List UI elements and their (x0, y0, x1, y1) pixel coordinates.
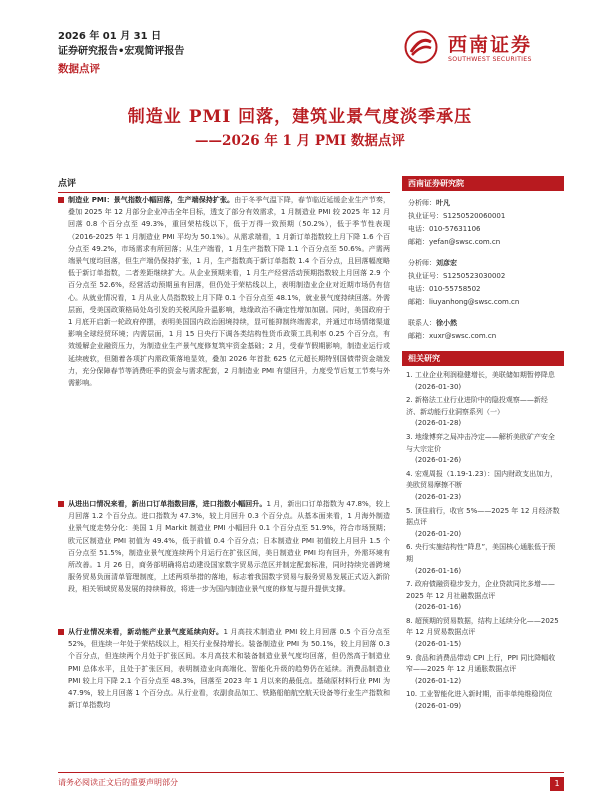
main-content (58, 194, 390, 800)
related-item-title: 2. 新格法工业行业进阶中的隐投观察——新经济、新动能行业洞察系列（一） (406, 396, 548, 416)
contact-name-line (408, 317, 558, 330)
company-logo (404, 26, 564, 70)
analyst-email[interactable]: 邮箱：yefan@swsc.com.cn (408, 238, 501, 246)
contact-name: 徐小然 (436, 319, 457, 327)
related-item-date: (2026-01-15) (415, 640, 462, 649)
related-item[interactable] (406, 469, 560, 504)
related-item-title: 7. 政府债融资稳步发力，企业贷款同比多增——2025 年 12 月社融数据点评 (406, 580, 555, 600)
related-item-title: 8. 超预期的贸易数据，结构上延续分化——2025 年 12 月贸易数据点评 (406, 616, 559, 637)
related-item-title: 6. 央行实施结构性“降息”，美国核心通胀低于预期 (406, 543, 556, 563)
analyst-cert: 执业证号：S1250520060001 (408, 212, 506, 220)
related-item[interactable] (406, 542, 560, 577)
analyst-role: 分析师： (408, 259, 436, 267)
page-title: 制造业 PMI 回落，建筑业景气度淡季承压 (127, 107, 473, 127)
analyst-name: 刘彦宏 (436, 259, 457, 267)
contact-email[interactable]: 邮箱：xuxr@swsc.com.cn (408, 332, 497, 340)
related-item-date: (2026-01-16) (415, 566, 462, 575)
page-subtitle: ——2026 年 1 月 PMI 数据点评 (195, 133, 405, 149)
related-item-date: (2026-01-20) (415, 529, 462, 538)
related-item[interactable] (406, 370, 560, 393)
related-item-title: 9. 食品和消费品带动 CPI 上行，PPI 同比降幅收窄——2025 年 12 月通胀数据点评 (406, 653, 556, 674)
analyst-name: 叶凡 (436, 199, 450, 207)
related-item-date: (2026-01-16) (415, 603, 462, 612)
related-item-title: 1. 工业企业利润稳健增长，美联储如期暂停降息 (406, 371, 555, 379)
analyst-phone: 电话：010-55758502 (408, 285, 481, 293)
related-research-header: 相关研究 (402, 351, 564, 366)
footer-disclaimer: 请务必阅读正文后的重要声明部分 (58, 778, 178, 787)
institute-header: 西南证券研究院 (402, 176, 564, 191)
page-footer (58, 772, 564, 788)
related-item-title: 5. 顶住前行，收官 5%——2025 年 12 月经济数据点评 (406, 506, 560, 527)
logo-name-en: SOUTHWEST SECURITIES (448, 56, 532, 63)
bullet-square-icon (58, 501, 64, 507)
related-item-date: (2026-01-28) (415, 419, 462, 428)
logo-mark-icon (404, 30, 438, 64)
paragraph-manufacturing-pmi (58, 194, 390, 492)
paragraph-body: 1 月高技术制造业 PMI 较上月回落 0.5 个百分点至 52%，但连续一年处于荣枯线以上，相关行业保持增长。装备制造业 PMI 为 50.1%，较上月回落 0.3 个百分点，但连续两个月处于扩张区间。本月高技术和装备制造业景气度均回落，但仍然高于制造业 PMI 总体水平，且处于扩张区间，表明制造业向高端化、智能化升级的趋势仍在延续。消费品制造业 PMI 较上月下降 2.1 个百分点至 48.3%，回落至 2023 年 1 月以来的最低点。基础原材料行业 PMI 为 47.9%，较上月回落 1 个百分点。从行业看，农副食品加工、铁路船舶航空航天设备等行业生产指数和新订单指数均 (68, 627, 390, 710)
related-item-date: (2026-01-23) (415, 492, 462, 501)
related-research-list (402, 366, 564, 713)
section-heading: 点评 (58, 176, 390, 193)
paragraph-body: 由于冬季气温下降，春节临近延缓企业生产节奏，叠加 2025 年 12 月部分企业冲击全年目标，透支了部分有效需求，1 月制造业 PMI 较 2025 年 12 月回落 0.8 个百分点至 49.3%，重回荣枯线以下，低于万得一致预期（50.2%），低于季节性表现（2016-2025 年 1 月制造业 PMI 平均为 50.1%）。从需求端看，1 月新订单指数较上月下降 1.6 个百分点至 49.2%，市场需求有所回落；从生产端看，1 月生产指数下降 1.1 个百分点至 50.6%。产需两端景气度均回落，但生产端仍保持扩张，1 月，生产指数高于新订单指数 1.4 个百分点，且回落幅度略低于新订单指数，二者差距继续扩大。从企业预期来看，1 月生产经营活动预期指数较上月回落 2.9 个百分点至 52.6%，经营活动预期虽有回落，但仍处于荣枯线以上，表明制造业企业对近期市场仍有信心。从就业情况看，1 月从业人员指数较上月下降 0.1 个百分点至 48.1%，就业景气度持续回落。外需层面，受美国政策格局处岛引发的关税风险升温影响，地缘政治不确定性增加加剧。同时，美国政府于 1 月底开启新一轮政府停摆，表明美国国内政治困境持续，显可能抑制终端需求，并通过市场情绪渠道影响全球经贸环境；内需层面，1 月 15 日央行下调各类结构性货币政策工具利率 0.25 个百分点，有效缓解企业融资压力，为制造业生产景气度修复筑牢资金基础；2 月，受春节假期影响，制造业运行或延续疲软，但随着各项扩内需政策落地显效，叠加 2026 年首批 625 亿元超长期特别国债带资金端发力，充分保障春节等消费旺季的资金与需求配套，2 月制造业 PMI 有望回升，力度受节后复工节奏与外需影响。 (68, 195, 390, 388)
paragraph-lead: 从进出口情况来看，新出口订单指数回落，进口指数小幅回升。 (68, 499, 267, 508)
report-type: 证券研究报告•宏观简评报告 (58, 46, 185, 57)
related-item-date: (2026-01-26) (415, 456, 462, 465)
analyst-role: 分析师： (408, 199, 436, 207)
page-number: 1 (550, 777, 564, 791)
analyst-list (402, 191, 564, 347)
related-item-title: 10. 工业智能化进入新时期，而非单纯维稳岗位 (406, 690, 553, 699)
analyst-cert: 执业证号：S1250523030002 (408, 272, 506, 280)
logo-name-cn: 西南证券 (448, 34, 533, 56)
related-item[interactable] (406, 432, 560, 467)
sidebar (402, 176, 564, 715)
bullet-square-icon (58, 629, 64, 635)
paragraph-import-export (58, 498, 390, 620)
analyst-name-line (408, 257, 558, 270)
paragraph-body: 1 月，新出口订单指数为 47.8%，较上月回落 1.2 个百分点。进口指数为 47.3%，较上月回升 0.3 个百分点。从基本面来看，1 月海外制造业景气度走势分化：美国 1 月 Markit 制造业 PMI 小幅回升 0.1 个百分点至 51.9%，符合市场预期；欧元区制造业 PMI 初值为 49.4%，低于前值 0.4 个百分点；日本制造业 PMI 初值较上月回升 1.5 个百分点至 51.5%，制造业景气度连续两个月运行在扩张区间，美日制造业 PMI 均有回升，外需环境有所改善。1 月 26 日，商务部明确将启动建设国家数字贸易示范区并制定配套标准，同时持续完善跨境服务贸易负面清单管理制度，上述两项举措的落地，标志着我国数字贸易与服务贸易发展正式迈入新阶段，相关领域贸易发展的持续释放，将进一步为国内制造业景气度的修复与提升提供支撑。 (68, 499, 390, 594)
bullet-square-icon (58, 197, 64, 203)
related-item[interactable] (406, 616, 560, 651)
related-item[interactable] (406, 689, 560, 712)
report-date: 2026 年 01 月 31 日 (58, 31, 162, 42)
related-item-title: 4. 宏观周报（1.19-1.23）：国内财政支出加力，美欧贸易摩擦不断 (406, 469, 558, 490)
related-item-date: (2026-01-12) (415, 676, 462, 685)
analyst-email[interactable]: 邮箱：liuyanhong@swsc.com.cn (408, 298, 520, 306)
report-category: 数据点评 (58, 63, 100, 75)
report-header (58, 30, 184, 78)
related-item-title: 3. 地缘博弈之局冲击冷定——解析美欧矿产安全与大宗定价 (406, 432, 555, 453)
related-item[interactable] (406, 395, 560, 430)
related-item[interactable] (406, 579, 560, 614)
contact-role: 联系人： (408, 319, 436, 327)
analyst-name-line (408, 197, 558, 210)
related-research (402, 351, 564, 713)
paragraph-lead: 制造业 PMI：景气指数小幅回落，生产端保持扩张。 (68, 195, 235, 204)
related-item[interactable] (406, 506, 560, 541)
analyst-phone: 电话：010-57631106 (408, 225, 481, 233)
related-item-date: (2026-01-09) (415, 702, 462, 711)
related-item[interactable] (406, 653, 560, 688)
related-item-date: (2026-01-30) (415, 382, 462, 391)
paragraph-lead: 从行业情况来看，新动能产业景气度延续向好。 (68, 627, 224, 636)
